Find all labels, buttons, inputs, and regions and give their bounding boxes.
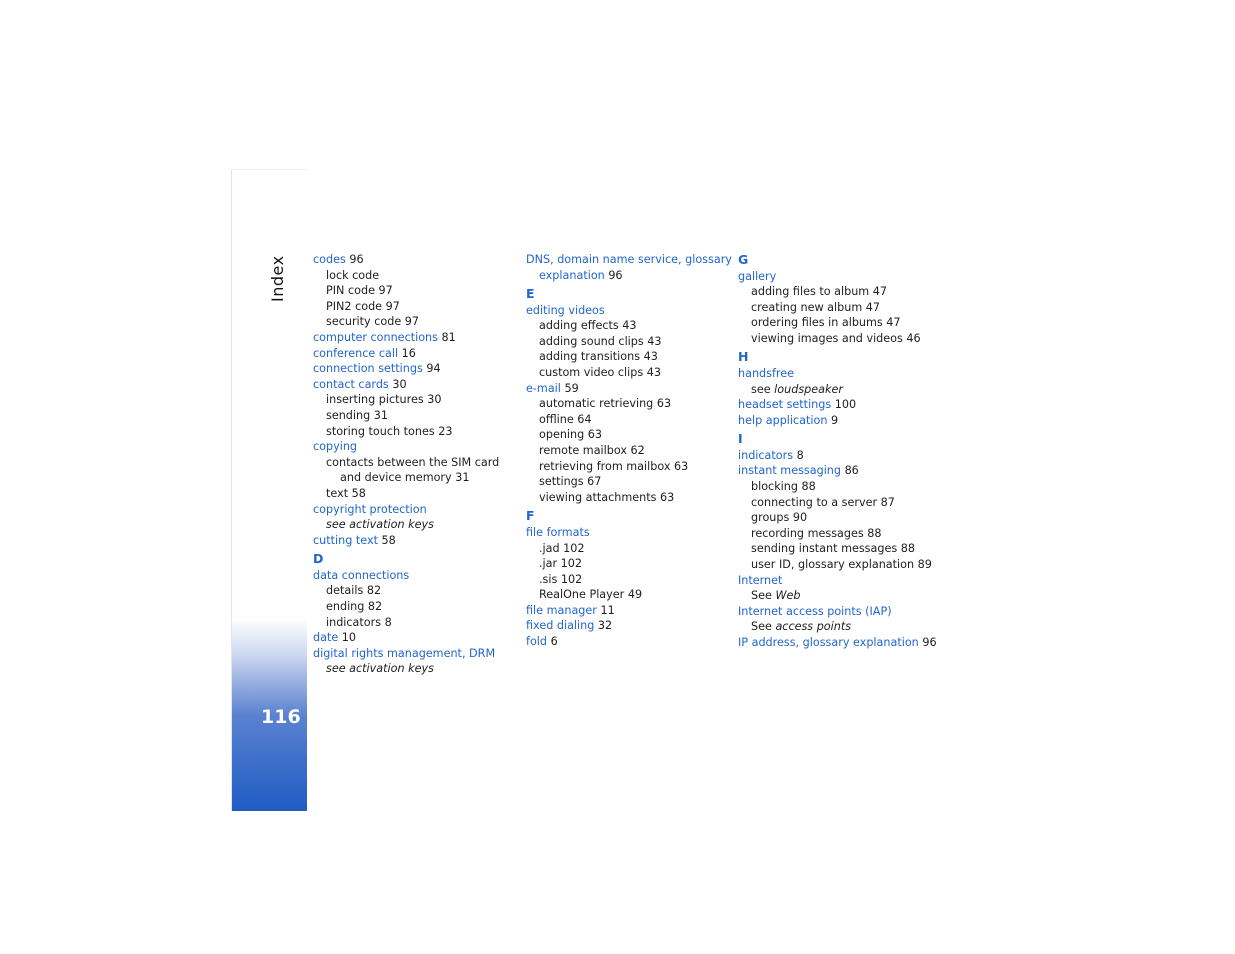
index-term-link[interactable]: copyright protection <box>313 502 427 516</box>
page-ref: 96 <box>922 635 937 649</box>
index-term-link[interactable]: contact cards <box>313 377 389 391</box>
index-term-link[interactable]: connection settings <box>313 362 423 376</box>
page-ref: 100 <box>834 398 857 412</box>
index-subentry: RealOne Player 49 <box>539 588 643 602</box>
page-ref: 94 <box>426 362 441 376</box>
index-term-link[interactable]: digital rights management, DRM <box>313 646 496 660</box>
index-term-link[interactable]: editing videos <box>526 303 605 317</box>
index-entry <box>738 397 948 413</box>
index-subentry: retrieving from mailbox 63 <box>539 459 689 473</box>
index-entry <box>738 604 948 620</box>
index-entry <box>313 330 518 346</box>
page-ref: 96 <box>608 268 623 282</box>
index-term-link[interactable]: e-mail <box>526 381 561 395</box>
index-subentry: user ID, glossary explanation 89 <box>751 558 932 571</box>
page-ref: 30 <box>392 377 407 391</box>
index-subentry: opening 63 <box>539 428 603 442</box>
index-term-link[interactable]: headset settings <box>738 398 832 412</box>
index-subentry: adding transitions 43 <box>539 350 658 364</box>
see-reference <box>738 382 948 398</box>
index-column-1 <box>313 252 518 677</box>
page-ref: 58 <box>381 533 396 547</box>
index-subentry: connecting to a server 87 <box>751 495 895 509</box>
index-entry <box>313 252 518 268</box>
index-term-link[interactable]: explanation <box>539 268 605 282</box>
index-subentry: viewing images and videos 46 <box>751 331 921 345</box>
index-entry <box>526 381 731 397</box>
index-term-link[interactable]: indicators <box>738 448 794 462</box>
page-ref: 59 <box>564 381 579 395</box>
index-subentry: storing touch tones 23 <box>326 424 453 438</box>
index-subentry: PIN2 code 97 <box>326 299 400 313</box>
index-term-link[interactable]: cutting text <box>313 533 378 547</box>
index-column-2 <box>526 252 731 650</box>
index-entry <box>738 463 948 479</box>
see-prefix: See <box>751 589 772 603</box>
index-subentry: adding sound clips 43 <box>539 334 662 348</box>
index-entry <box>738 635 948 651</box>
index-subentry: inserting pictures 30 <box>326 393 442 407</box>
index-entry <box>313 533 518 549</box>
index-entry <box>313 630 518 646</box>
index-subentry: text 58 <box>326 486 366 500</box>
index-entry <box>313 346 518 362</box>
index-subentry: sending 31 <box>326 408 388 422</box>
see-reference: see activation keys <box>326 518 434 532</box>
index-subentry: custom video clips 43 <box>539 366 661 380</box>
see-reference: see activation keys <box>326 662 434 676</box>
index-subentry: recording messages 88 <box>751 526 882 540</box>
index-entry <box>526 303 731 319</box>
see-target: loudspeaker <box>774 382 843 396</box>
see-target: access points <box>775 620 852 634</box>
index-term-link[interactable]: codes <box>313 253 346 266</box>
index-term-link[interactable]: help application <box>738 413 828 427</box>
index-subentry: settings 67 <box>539 475 602 489</box>
see-prefix: see <box>751 382 771 396</box>
index-term-link[interactable]: computer connections <box>313 330 438 344</box>
page-ref: 86 <box>844 464 859 478</box>
letter-heading: D <box>313 551 324 567</box>
page-ref: 16 <box>401 346 416 360</box>
index-entry <box>738 269 948 285</box>
index-subentry: contacts between the SIM card <box>326 455 500 469</box>
index-entry <box>526 634 731 650</box>
page-ref: 96 <box>349 253 364 266</box>
index-term-link[interactable]: data connections <box>313 568 410 582</box>
page-ref: 10 <box>341 631 357 645</box>
page-ref: 9 <box>831 413 839 427</box>
index-entry <box>526 603 731 619</box>
index-term-link[interactable]: copying <box>313 440 358 454</box>
index-subentry: details 82 <box>326 584 382 598</box>
index-entry <box>313 361 518 377</box>
index-term-link[interactable]: file formats <box>526 525 590 539</box>
index-term-link[interactable]: file manager <box>526 603 597 617</box>
index-column-3 <box>738 252 948 651</box>
index-entry <box>313 502 518 518</box>
page-ref: 6 <box>550 635 558 649</box>
index-subentry-continued: and device memory 31 <box>340 471 470 485</box>
index-entry <box>738 448 948 464</box>
index-term-link[interactable]: instant messaging <box>738 464 841 478</box>
index-subentry: ending 82 <box>326 599 383 613</box>
index-term-link[interactable]: Internet <box>738 573 783 587</box>
letter-heading: H <box>738 349 749 365</box>
letter-heading: E <box>526 286 535 302</box>
index-term-link[interactable]: Internet access points (IAP) <box>738 604 892 618</box>
page-ref: 11 <box>600 603 615 617</box>
index-subentry: viewing attachments 63 <box>539 490 675 504</box>
letter-heading: G <box>738 252 749 267</box>
index-subentry: adding effects 43 <box>539 319 637 333</box>
index-subentry: creating new album 47 <box>751 300 881 314</box>
index-term-link[interactable]: handsfree <box>738 366 795 380</box>
index-entry <box>738 366 948 382</box>
letter-heading: I <box>738 431 743 447</box>
index-subentry: PIN code 97 <box>326 284 393 298</box>
index-term-link[interactable]: date <box>313 631 339 645</box>
index-term-link[interactable]: gallery <box>738 269 777 283</box>
index-entry <box>526 252 731 268</box>
index-entry <box>738 413 948 429</box>
index-entry <box>526 525 731 541</box>
index-subentry: security code 97 <box>326 315 419 329</box>
page-ref: 32 <box>597 619 613 633</box>
index-subentry: groups 90 <box>751 511 808 525</box>
index-entry <box>313 439 518 455</box>
index-subentry: .jar 102 <box>539 557 583 571</box>
see-reference <box>738 619 948 635</box>
index-entry <box>313 568 518 584</box>
see-prefix: See <box>751 620 772 634</box>
see-reference <box>738 588 948 604</box>
index-term-link[interactable]: DNS, domain name service, glossary <box>526 253 732 266</box>
index-entry-continued <box>526 268 731 284</box>
index-entry <box>738 573 948 589</box>
index-entry <box>526 618 731 634</box>
index-term-link[interactable]: IP address, glossary explanation <box>738 635 919 649</box>
index-subentry: .jad 102 <box>539 541 585 555</box>
index-subentry: ordering files in albums 47 <box>751 316 901 330</box>
index-subentry: blocking 88 <box>751 480 816 494</box>
index-subentry: offline 64 <box>539 412 592 426</box>
index-term-link[interactable]: fold <box>526 635 547 649</box>
index-subentry: indicators 8 <box>326 615 392 629</box>
page-ref: 8 <box>796 448 804 462</box>
index-subentry: .sis 102 <box>539 572 583 586</box>
see-target: Web <box>775 589 801 603</box>
index-subentry: lock code <box>326 268 380 282</box>
index-subentry: remote mailbox 62 <box>539 444 645 458</box>
index-term-link[interactable]: fixed dialing <box>526 619 595 633</box>
letter-heading: F <box>526 508 535 524</box>
index-entry <box>313 646 518 662</box>
index-term-link[interactable]: conference call <box>313 346 399 360</box>
page-number: 116 <box>261 706 301 728</box>
page-ref: 81 <box>441 330 456 344</box>
index-subentry: automatic retrieving 63 <box>539 397 672 411</box>
index-subentry: sending instant messages 88 <box>751 542 915 556</box>
index-entry <box>313 377 518 393</box>
section-title: Index <box>268 255 287 302</box>
index-subentry: adding files to album 47 <box>751 285 887 299</box>
